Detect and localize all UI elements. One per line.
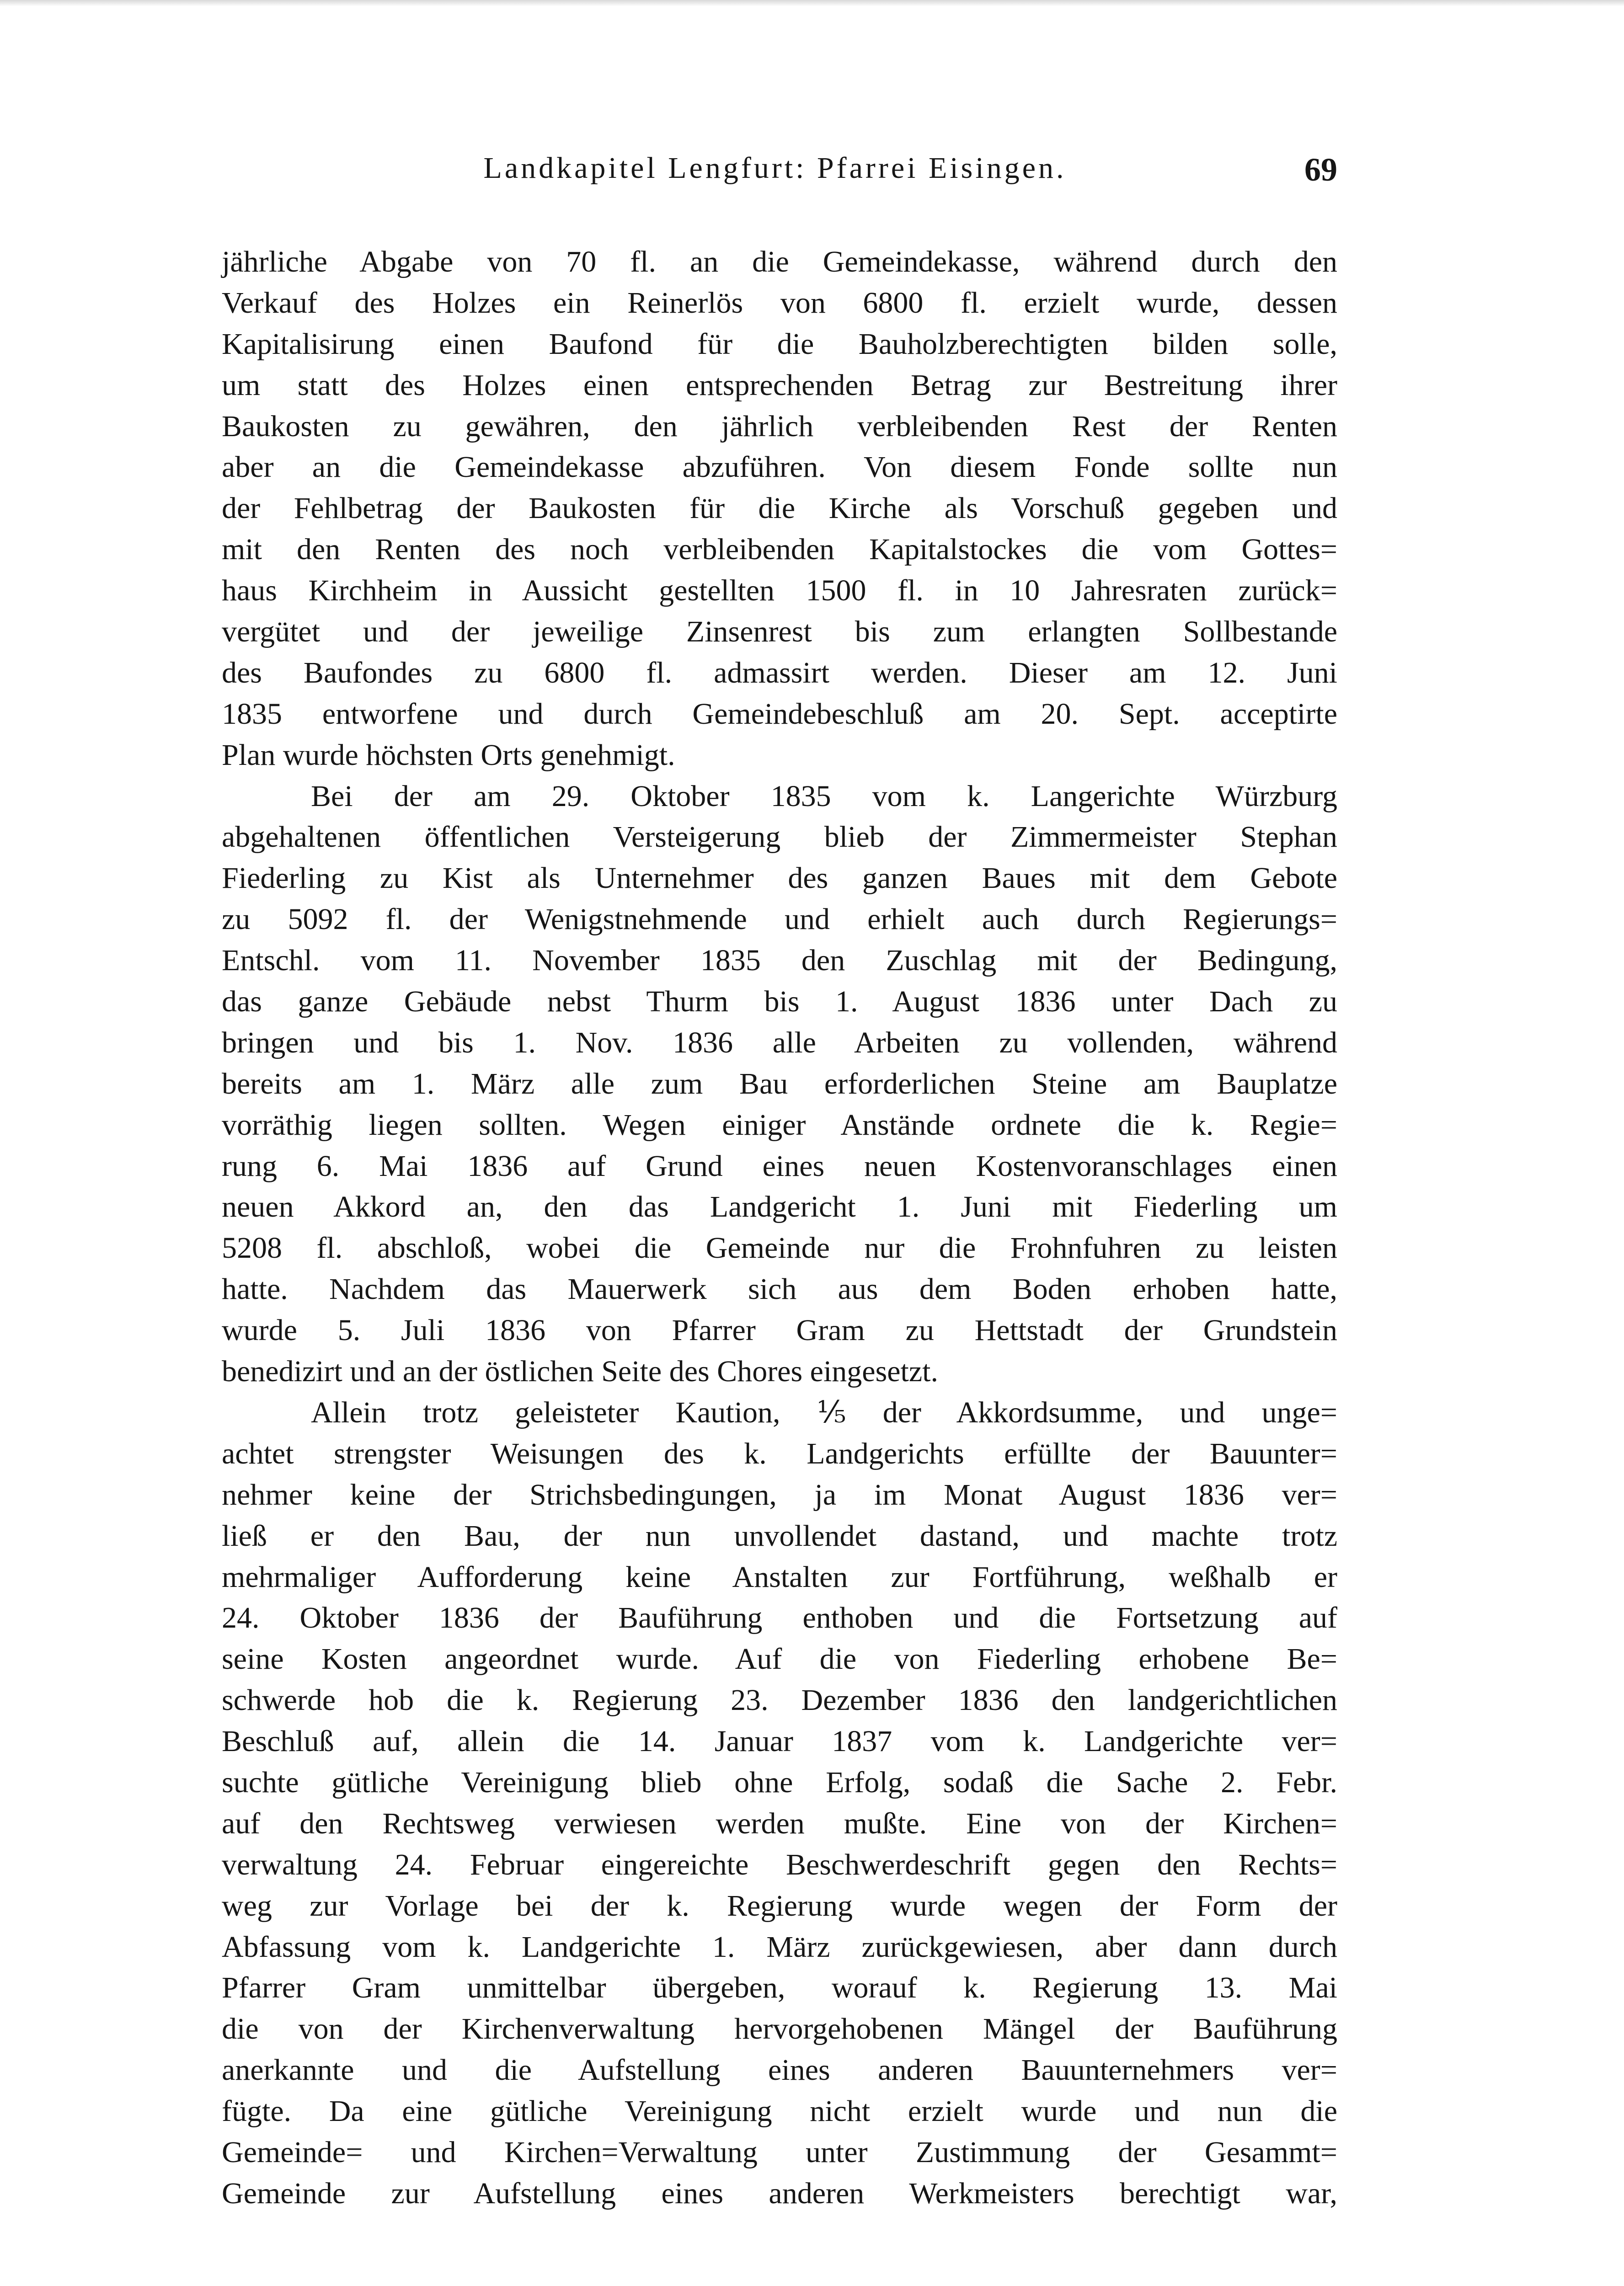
- running-header: [222, 0, 1337, 192]
- text-line: Plan wurde höchsten Orts genehmigt.: [222, 738, 675, 772]
- text-line: wurde 5. Juli 1836 von Pfarrer Gram zu Hettstadt der Grundstein: [222, 1314, 1337, 1347]
- text-line: Gemeinde zur Aufstellung eines anderen Werkmeisters berechtigt war,: [222, 2176, 1337, 2210]
- text-line: vorräthig liegen sollten. Wegen einiger Anstände ordnete die k. Regie=: [222, 1108, 1337, 1142]
- text-line: Abfassung vom k. Landgerichte 1. März zurückgewiesen, aber dann durch: [222, 1930, 1337, 1964]
- text-line: das ganze Gebäude nebst Thurm bis 1. August 1836 unter Dach zu: [222, 985, 1337, 1019]
- text-line: der Fehlbetrag der Baukosten für die Kirche als Vorschuß gegeben und: [222, 491, 1337, 525]
- text-line: Baukosten zu gewähren, den jährlich verbleibenden Rest der Renten: [222, 409, 1337, 443]
- text-line: rung 6. Mai 1836 auf Grund eines neuen Kostenvoranschlages einen: [222, 1149, 1337, 1183]
- text-line: verwaltung 24. Februar eingereichte Beschwerdeschrift gegen den Rechts=: [222, 1848, 1337, 1881]
- text-line: bringen und bis 1. Nov. 1836 alle Arbeiten zu vollenden, während: [222, 1025, 1337, 1059]
- paragraph: [222, 1392, 1337, 2214]
- text-line: weg zur Vorlage bei der k. Regierung wurde wegen der Form der: [222, 1889, 1337, 1923]
- text-line: neuen Akkord an, den das Landgericht 1. Juni mit Fiederling um: [222, 1190, 1337, 1224]
- text-line: anerkannte und die Aufstellung eines anderen Bauunternehmers ver=: [222, 2053, 1337, 2087]
- text-line: nehmer keine der Strichsbedingungen, ja im Monat August 1836 ver=: [222, 1478, 1337, 1512]
- paragraph: [222, 776, 1337, 1392]
- text-line: suchte gütliche Vereinigung blieb ohne Erfolg, sodaß die Sache 2. Febr.: [222, 1765, 1337, 1799]
- text-line: Pfarrer Gram unmittelbar übergeben, worauf k. Regierung 13. Mai: [222, 1971, 1337, 2005]
- text-line: fügte. Da eine gütliche Vereinigung nicht erzielt wurde und nun die: [222, 2094, 1337, 2128]
- text-line: aber an die Gemeindekasse abzuführen. Von diesem Fonde sollte nun: [222, 450, 1337, 484]
- text-line: Bei der am 29. Oktober 1835 vom k. Langerichte Würzburg: [311, 779, 1337, 813]
- text-line: achtet strengster Weisungen des k. Landgerichts erfüllte der Bauunter=: [222, 1437, 1337, 1470]
- text-line: hatte. Nachdem das Mauerwerk sich aus dem Boden erhoben hatte,: [222, 1272, 1337, 1306]
- page-number: 69: [1304, 151, 1337, 188]
- text-line: Beschluß auf, allein die 14. Januar 1837 vom k. Landgerichte ver=: [222, 1725, 1337, 1758]
- text-line: mehrmaliger Aufforderung keine Anstalten zur Fortführung, weßhalb er: [222, 1560, 1337, 1594]
- text-line: zu 5092 fl. der Wenigstnehmende und erhielt auch durch Regierungs=: [222, 903, 1337, 936]
- text-line: vergütet und der jeweilige Zinsenrest bis zum erlangten Sollbestande: [222, 615, 1337, 649]
- text-line: 1835 entworfene und durch Gemeindebeschluß am 20. Sept. acceptirte: [222, 697, 1337, 731]
- text-line: seine Kosten angeordnet wurde. Auf die von Fiederling erhobene Be=: [222, 1642, 1337, 1676]
- text-line: Kapitalisirung einen Baufond für die Bauholzberechtigten bilden solle,: [222, 327, 1337, 361]
- text-line: 24. Oktober 1836 der Bauführung enthoben und die Fortsetzung auf: [222, 1601, 1337, 1635]
- text-line: 5208 fl. abschloß, wobei die Gemeinde nur die Frohnfuhren zu leisten: [222, 1231, 1337, 1265]
- text-line: auf den Rechtsweg verwiesen werden mußte. Eine von der Kirchen=: [222, 1806, 1337, 1840]
- paragraph: [222, 241, 1337, 776]
- text-line: des Baufondes zu 6800 fl. admassirt werden. Dieser am 12. Juni: [222, 656, 1337, 689]
- text-line: mit den Renten des noch verbleibenden Kapitalstockes die vom Gottes=: [222, 533, 1337, 566]
- text-line: um statt des Holzes einen entsprechenden Betrag zur Bestreitung ihrer: [222, 368, 1337, 402]
- text-line: jährliche Abgabe von 70 fl. an die Gemeindekasse, während durch den: [222, 245, 1337, 278]
- text-line: Entschl. vom 11. November 1835 den Zuschlag mit der Bedingung,: [222, 944, 1337, 977]
- text-line: Gemeinde= und Kirchen=Verwaltung unter Zustimmung der Gesammt=: [222, 2135, 1337, 2169]
- text-line: haus Kirchheim in Aussicht gestellten 1500 fl. in 10 Jahresraten zurück=: [222, 574, 1337, 608]
- text-line: Allein trotz geleisteter Kaution, ⅕ der Akkordsumme, und unge=: [311, 1395, 1337, 1429]
- text-line: ließ er den Bau, der nun unvollendet dastand, und machte trotz: [222, 1519, 1337, 1553]
- text-line: Verkauf des Holzes ein Reinerlös von 6800 fl. erzielt wurde, dessen: [222, 286, 1337, 320]
- text-line: bereits am 1. März alle zum Bau erforderlichen Steine am Bauplatze: [222, 1067, 1337, 1100]
- running-title: Landkapitel Lengfurt: Pfarrei Eisingen.: [483, 151, 1067, 185]
- body-text: [222, 241, 1337, 2214]
- text-line: benedizirt und an der östlichen Seite des Chores eingesetzt.: [222, 1355, 939, 1389]
- text-line: abgehaltenen öffentlichen Versteigerung blieb der Zimmermeister Stephan: [222, 820, 1337, 854]
- text-line: Fiederling zu Kist als Unternehmer des ganzen Baues mit dem Gebote: [222, 861, 1337, 895]
- text-line: die von der Kirchenverwaltung hervorgehobenen Mängel der Bauführung: [222, 2012, 1337, 2046]
- text-line: schwerde hob die k. Regierung 23. Dezember 1836 den landgerichtlichen: [222, 1683, 1337, 1717]
